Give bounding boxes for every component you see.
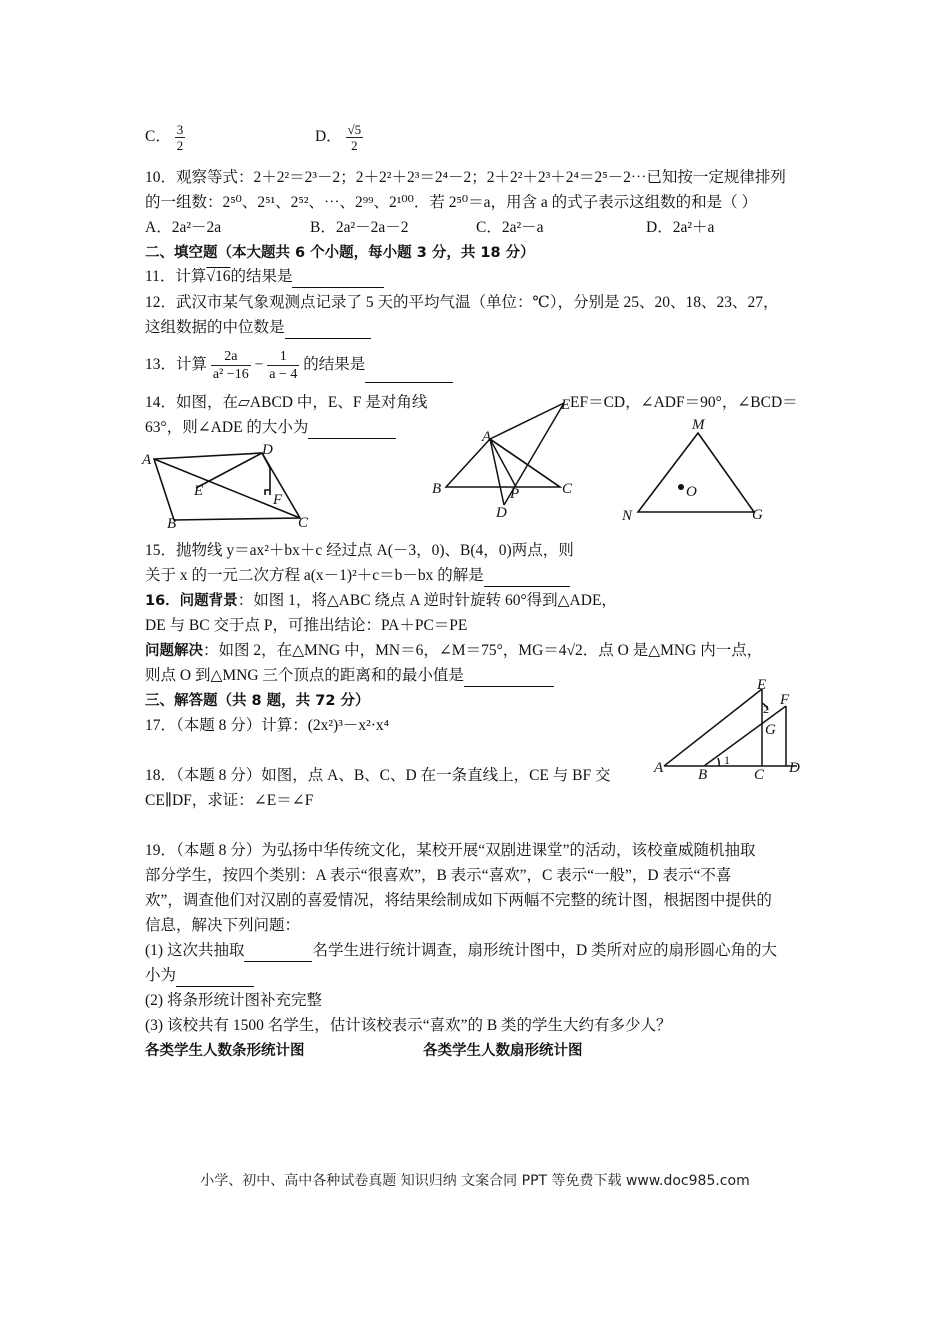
figure-rotation [428,395,588,523]
q19-sub1-end [145,965,254,987]
fraction-numerator: √5 [347,122,362,137]
angle-2-label: 2 [763,702,769,716]
q10-line1: 10．观察等式：2＋2²＝2³－2；2＋2²＋2³＝2⁴－2；2＋2²＋2³＋2⁴＝2⁵－2⋯已知按一定规律排列 [145,169,786,186]
q13-prefix: 13．计算 [145,356,208,374]
option-c-fraction [175,122,186,153]
q13-minus: − [254,356,264,374]
q13 [145,348,453,383]
fraction-numerator: 2a [211,348,251,366]
label-B: B [698,767,708,783]
q13-suffix: 的结果是 [303,356,366,374]
option-b: B．2a²－2a－2 [310,219,409,236]
q15-line1: 15．抛物线 y＝ax²＋bx＋c 经过点 A(－3，0)、B(4，0)两点，则 [145,542,574,559]
q16-line2: DE 与 BC 交于点 P，可推出结论：PA＋PC＝PE [145,617,468,634]
q19-line1: 19．（本题 8 分）为弘扬中华传统文化，某校开展“双剧进课堂”的活动，该校童威随机抽取 [145,842,756,859]
answer-blank[interactable] [308,422,396,439]
option-d-fraction [346,122,364,153]
q19-sub2: (2) 将条形统计图补充完整 [145,992,322,1009]
section-2-title: 二、填空题（本大题共 6 个小题，每小题 3 分，共 18 分） [145,245,535,261]
point-o [678,484,684,490]
answer-blank[interactable] [176,970,254,987]
label-A: A [482,429,492,445]
option-d: D．2a²＋a [646,219,715,236]
q16-solve-label: 问题解决 [145,643,203,659]
q9-options [145,122,363,153]
q15-text: 关于 x 的一元二次方程 a(x－1)²＋c＝b－bx 的解是 [145,567,484,584]
answer-blank[interactable] [244,945,312,962]
label-D: D [496,505,507,521]
q11 [145,266,384,288]
answer-blank[interactable] [464,670,554,687]
q16-question: 则点 O 到△MNG 三个顶点的距离和的最小值是 [145,667,464,684]
label-D: D [789,760,800,776]
bar-chart-title: 各类学生人数条形统计图 [145,1043,305,1059]
page-footer: 小学、初中、高中各种试卷真题 知识归纳 文案合同 PPT 等免费下载 www.doc985.com [200,1173,750,1189]
q14-line2 [145,417,396,439]
label-F: F [273,492,283,508]
option-c-label: C． [145,128,171,146]
q19-sub1 [145,940,777,962]
fraction-denominator: 2 [176,138,184,153]
q12-text: 这组数据的中位数是 [145,319,285,336]
label-C: C [298,515,309,531]
q19-line3: 欢”，调查他们对汉剧的喜爱情况，将结果绘制成如下两幅不完整的统计图，根据图中提供的 [145,892,772,909]
q16-solve-text: ：如图 2，在△MNG 中，MN＝6，∠M＝75°，MG＝ [203,642,559,659]
q16-background-label: 16．问题背景 [145,593,238,609]
q14-line1a: 14．如图，在▱ABCD 中，E、F 是对角线 [145,394,428,411]
q10-options [145,217,714,239]
option-c: C．2a²－a [476,219,544,236]
label-C: C [754,767,765,783]
q12-line1: 12．武汉市某气象观测点记录了 5 天的平均气温（单位：℃），分别是 25、20、18、23、27， [145,294,779,311]
label-E: E [757,677,767,693]
label-B: B [432,481,442,497]
answer-blank[interactable] [292,271,384,288]
label-E: E [561,397,571,413]
q16-solve-tail: ．点 O 是△MNG 内一点， [582,642,763,659]
q13-fraction-1 [211,348,251,383]
fraction-numerator: 1 [267,348,299,366]
q11-prefix: 11．计算 [145,268,207,285]
label-O: O [686,484,697,500]
q16-line4 [145,665,554,687]
q14-line1b: EF＝CD，∠ADF＝90°，∠BCD＝ [570,394,798,411]
q19-sub1-middle: 名学生进行统计调查，扇形统计图中，D 类所对应的扇形圆心角的大 [312,942,778,959]
label-G: G [765,722,776,738]
q10-line2: 的一组数：2⁵⁰、2⁵¹、2⁵²、⋯、2⁹⁹、2¹⁰⁰．若 2⁵⁰＝a，用含 a 的式子表示这组数的和是（ ） [145,194,757,211]
label-F: F [780,692,790,708]
figure-parallel-lines [652,676,807,784]
q11-radical: √16 [206,268,231,285]
label-C: C [562,481,573,497]
label-E: E [194,483,204,499]
q12-line2 [145,317,371,339]
q19-sub3: (3) 该校共有 1500 名学生，估计该校表示“喜欢”的 B 类的学生大约有多少人？ [145,1017,672,1034]
figure-parallelogram [140,440,320,535]
label-M: M [692,417,705,433]
fraction-denominator: 2 [351,138,358,153]
answer-blank[interactable] [484,570,570,587]
answer-blank[interactable] [285,322,371,339]
option-a: A．2a²－2a [145,219,222,236]
label-D: D [262,442,273,458]
q16-line1 [145,590,617,612]
q16-background-text: ：如图 1，将△ABC 绕点 A 逆时针旋转 60°得到△ADE， [237,592,617,609]
q19-sub1-start: (1) 这次共抽取 [145,942,245,959]
figure-triangle-mng [618,415,773,525]
label-N: N [622,508,633,524]
option-d-label: D． [314,128,342,146]
label-A: A [654,760,664,776]
q15-line2 [145,565,570,587]
q11-suffix: 的结果是 [230,268,293,285]
answer-blank[interactable] [365,366,453,383]
q16-line3 [145,640,762,662]
label-B: B [167,516,177,532]
label-G: G [752,507,763,523]
q18-line2: CE∥DF，求证：∠E＝∠F [145,792,314,809]
q18-line1: 18．（本题 8 分）如图，点 A、B、C、D 在一条直线上，CE 与 BF 交 [145,767,611,784]
q14-text: 63°，则∠ADE 的大小为 [145,419,309,436]
label-A: A [142,452,152,468]
fraction-denominator: a − 4 [269,367,298,382]
pie-chart-title: 各类学生人数扇形统计图 [423,1043,583,1059]
q13-fraction-2 [267,348,299,383]
angle-1-label: 1 [724,753,730,767]
section-3-title: 三、解答题（共 8 题，共 72 分） [145,693,370,709]
label-P: P [510,486,520,502]
q19-line4: 信息，解决下列问题： [145,917,301,934]
q19-sub1-tail: 小为 [145,967,177,984]
q17-text: 17．（本题 8 分）计算：(2x²)³－x²·x⁴ [145,717,390,734]
fraction-numerator: 3 [176,122,184,137]
fraction-denominator: a² −16 [212,367,249,382]
q16-mg-value: 4√2 [558,642,583,659]
q19-line2: 部分学生，按四个类别：A 表示“很喜欢”，B 表示“喜欢”，C 表示“一般”，D 表示“不喜 [145,867,732,884]
